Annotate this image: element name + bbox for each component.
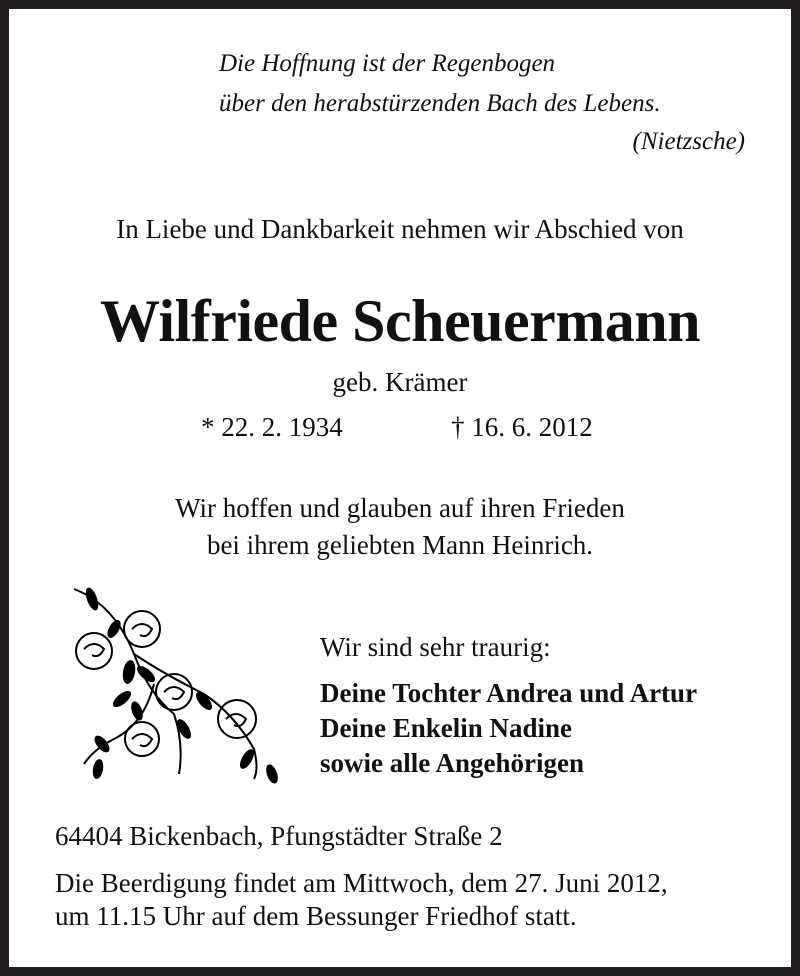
- maiden-name: geb. Krämer: [332, 367, 468, 397]
- mourner-line-1: Deine Tochter Andrea und Artur: [320, 678, 698, 708]
- hope-line-2: bei ihrem geliebten Mann Heinrich.: [206, 530, 594, 560]
- mourner-line-3: sowie alle Angehörigen: [320, 748, 584, 778]
- hope-line-1: Wir hoffen und glauben auf ihren Frieden: [175, 493, 625, 523]
- intro-text: In Liebe und Dankbarkeit nehmen wir Abschied von: [116, 214, 684, 244]
- address: 64404 Bickenbach, Pfungstädter Straße 2: [55, 821, 503, 851]
- funeral-line-1: Die Beerdigung findet am Mittwoch, dem 27. Juni 2012,: [55, 868, 668, 898]
- roses-illustration: [54, 574, 294, 789]
- funeral-line-2: um 11.15 Uhr auf dem Bessunger Friedhof statt.: [55, 901, 577, 931]
- death-date: † 16. 6. 2012: [451, 412, 593, 442]
- birth-date: * 22. 2. 1934: [201, 412, 343, 442]
- mourner-line-2: Deine Enkelin Nadine: [320, 713, 573, 743]
- quote-author: (Nietzsche): [632, 128, 745, 155]
- mourners-heading: Wir sind sehr traurig:: [320, 632, 551, 662]
- quote-line-1: Die Hoffnung ist der Regenbogen: [219, 50, 556, 77]
- quote-line-2: über den herabstürzenden Bach des Lebens.: [219, 90, 661, 117]
- deceased-name: Wilfriede Scheuermann: [99, 288, 701, 354]
